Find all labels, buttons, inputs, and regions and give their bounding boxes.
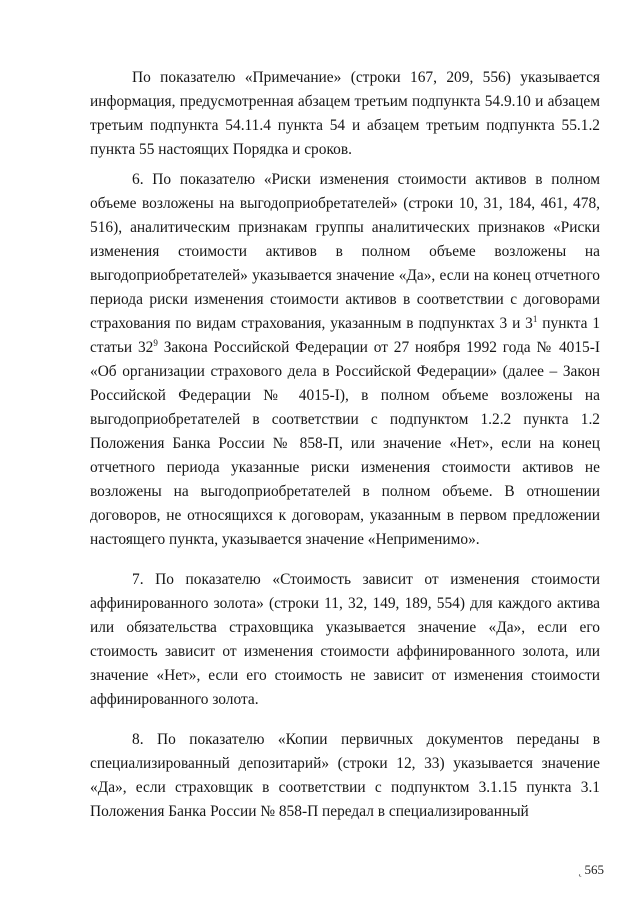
- superscript: 1: [532, 314, 538, 324]
- paragraph-text: 6. По показателю «Риски изменения стоимости активов в полном объеме возложены на выгодоприобретателей» (строки 10, 31, 184, 461, 478, 516), аналитическим признакам группы аналитических признаков «Риски изменения стоимости активов в полном объеме возложены на выгодоприобретателей» указывается значение «Да», если на конец отчетного периода риски изменения стоимости активов в соответствии с договорами страхования по видам страхования, указанным в подпунктах 3 и 3: [90, 171, 600, 332]
- paragraph-note-indicator: [90, 66, 600, 162]
- page-number-value: 565: [584, 862, 604, 877]
- paragraph-text: По показателю «Примечание» (строки 167, 209, 556) указывается информация, предусмотренная абзацем третьим подпункта 54.9.10 и абзацем третьим подпункта 54.11.4 пункта 54 и абзацем третьим подпункта 55.1.2 пункта 55 настоящих Порядка и сроков.: [90, 69, 600, 158]
- paragraph-text: 7. По показателю «Стоимость зависит от изменения стоимости аффинированного золота» (строки 11, 32, 149, 189, 554) для каждого актива или обязательства страховщика указывается значение «Да», если его стоимость зависит от изменения стоимости аффинированного золота, или значение «Нет», если его стоимость не зависит от изменения стоимости аффинированного золота.: [90, 571, 600, 708]
- paragraph-text: 8. По показателю «Копии первичных документов переданы в специализированный депозитарий» (строки 12, 33) указывается значение «Да», если страховщик в соответствии с подпунктом 3.1.15 пункта 3.1 Положения Банка России № 858-П передал в специализированный: [90, 731, 600, 820]
- scan-mark-icon: ˛: [578, 862, 583, 877]
- paragraph-text: Закона Российской Федерации от 27 ноября 1992 года № 4015-I «Об организации страхового дела в Российской Федерации» (далее – Закон Российской Федерации № 4015-I), в полном объеме возложены на выгодоприобретателей в соответствии с подпунктом 1.2.2 пункта 1.2 Положения Банка России № 858-П, или значение «Нет», если на конец отчетного периода указанные риски изменения стоимости активов не возложены на выгодоприобретателей в полном объеме. В отношении договоров, не относящихся к договорам, указанным в первом предложении настоящего пункта, указывается значение «Неприменимо».: [90, 339, 600, 548]
- paragraph-item-6: [90, 168, 600, 552]
- paragraph-item-8: [90, 728, 600, 824]
- paragraph-text: пункта 1 статьи 32: [90, 315, 601, 356]
- paragraph-item-7: [90, 568, 600, 712]
- page-number: [578, 862, 604, 878]
- superscript: 9: [153, 338, 158, 348]
- document-body: [90, 66, 600, 824]
